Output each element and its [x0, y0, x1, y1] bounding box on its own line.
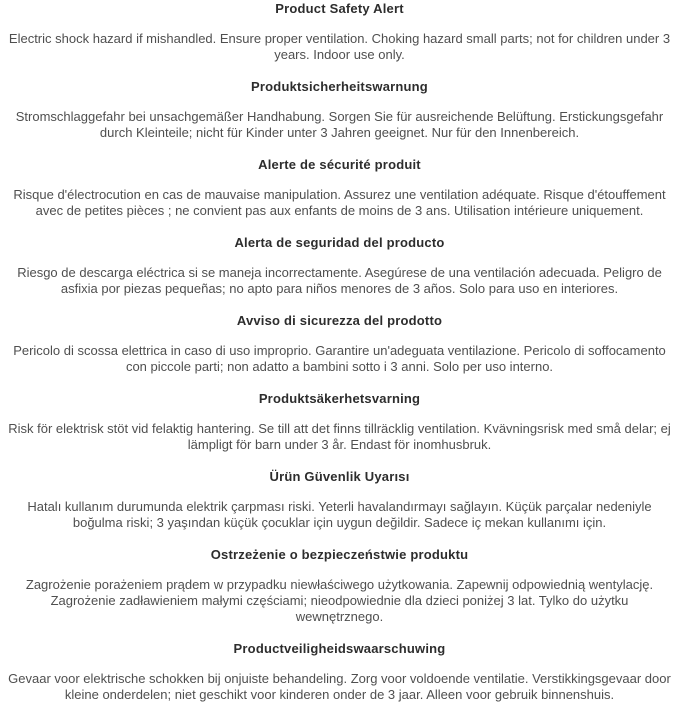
alert-body-english: Electric shock hazard if mishandled. Ensure proper ventilation. Choking hazard small parts; not for children under 3 years. Indoor use only.: [8, 31, 671, 62]
alert-heading-swedish: Produktsäkerhetsvarning: [258, 391, 421, 406]
alert-body-german: Stromschlaggefahr bei unsachgemäßer Handhabung. Sorgen Sie für ausreichende Belüftung. Erstickungsgefahr durch Kleinteile; nicht für Kinder unter 3 Jahren geeignet. Nur für den Innenbereich.: [15, 109, 664, 140]
alert-body-dutch: Gevaar voor elektrische schokken bij onjuiste behandeling. Zorg voor voldoende ventilatie. Verstikkingsgevaar door kleine onderdelen; niet geschikt voor kinderen onder de 3 jaar. Alleen voor gebruik binnenshuis.: [8, 671, 671, 702]
section-italian: [6, 314, 673, 375]
alert-heading-french: Alerte de sécurité produit: [258, 157, 421, 172]
alert-heading-german: Produktsicherheitswarnung: [251, 79, 428, 94]
alert-body-italian: Pericolo di scossa elettrica in caso di uso improprio. Garantire un'adeguata ventilazione. Pericolo di soffocamento con piccole parti; non adatto a bambini sotto i 3 anni. Solo per uso interno.: [13, 343, 666, 374]
alert-body-polish: Zagrożenie porażeniem prądem w przypadku niewłaściwego użytkowania. Zapewnij odpowiednią wentylację. Zagrożenie zadławieniem małymi częściami; nieodpowiednie dla dzieci poniżej 3 lat. Tylko do użytku wewnętrznego.: [25, 577, 654, 624]
section-polish: [6, 548, 673, 625]
section-turkish: [6, 470, 673, 531]
alert-heading-polish: Ostrzeżenie o bezpieczeństwie produktu: [210, 547, 469, 562]
alert-heading-dutch: Productveiligheidswaarschuwing: [233, 641, 446, 656]
alert-heading-spanish: Alerta de seguridad del producto: [234, 235, 445, 250]
section-dutch: [6, 642, 673, 703]
alert-heading-italian: Avviso di sicurezza del prodotto: [236, 313, 443, 328]
section-french: [6, 158, 673, 219]
section-swedish: [6, 392, 673, 453]
alert-body-turkish: Hatalı kullanım durumunda elektrik çarpması riski. Yeterli havalandırmayı sağlayın. Küçük parçalar nedeniyle boğulma riski; 3 yaşından küçük çocuklar için uygun değildir. Sadece iç mekan kullanımı için.: [27, 499, 652, 530]
alert-body-swedish: Risk för elektrisk stöt vid felaktig hantering. Se till att det finns tillräcklig ventilation. Kvävningsrisk med små delar; ej lämpligt för barn under 3 år. Endast för inomhusbruk.: [8, 421, 671, 452]
alert-heading-turkish: Ürün Güvenlik Uyarısı: [269, 469, 410, 484]
section-german: [6, 80, 673, 141]
alert-heading-english: Product Safety Alert: [275, 1, 404, 16]
section-english: [6, 2, 673, 63]
section-spanish: [6, 236, 673, 297]
alert-body-french: Risque d'électrocution en cas de mauvaise manipulation. Assurez une ventilation adéquate. Risque d'étouffement avec de petites pièces ; ne convient pas aux enfants de moins de 3 ans. Utilisation intérieure uniquement.: [13, 187, 666, 218]
alert-body-spanish: Riesgo de descarga eléctrica si se maneja incorrectamente. Asegúrese de una ventilación adecuada. Peligro de asfixia por piezas pequeñas; no apto para niños menores de 3 años. Solo para uso en interiores.: [17, 265, 662, 296]
